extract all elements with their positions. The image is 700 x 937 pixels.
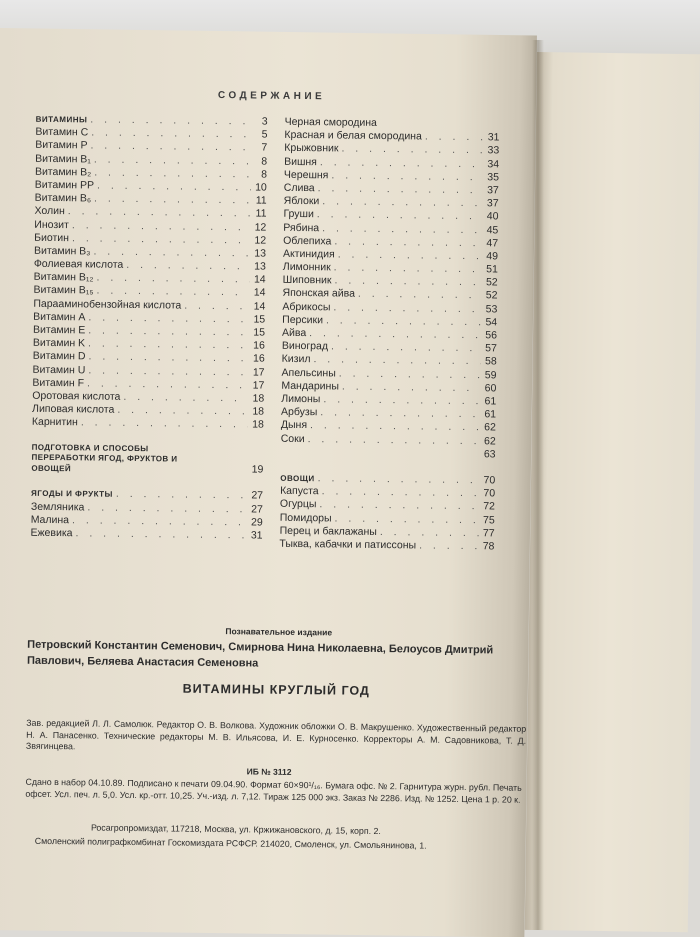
toc-entry-page: 14 — [249, 300, 265, 313]
toc-entry-label: Земляника — [31, 500, 85, 514]
toc-entry-label: Витамин E — [33, 324, 85, 338]
toc-entry-page: 11 — [250, 208, 266, 221]
toc-entry-label: Ежевика — [30, 527, 72, 541]
toc-entry-page: 31 — [483, 131, 499, 144]
toc-entry-page: 47 — [482, 237, 498, 250]
toc-entry-page: 8 — [251, 168, 267, 181]
toc-entry-page: 31 — [246, 529, 262, 542]
toc-entry-page: 16 — [249, 353, 265, 366]
toc-entry-label: Мандарины — [281, 380, 339, 394]
toc-entry-label: Лимоны — [281, 393, 320, 407]
toc-entry-label: Оротовая кислота — [32, 390, 120, 404]
toc-entry-page: 61 — [480, 408, 496, 421]
toc-entry-label: Биотин — [34, 231, 69, 245]
toc-entry-page: 10 — [251, 181, 267, 194]
toc-entry-label: Витамин U — [32, 363, 85, 377]
toc-entry-page: 13 — [250, 247, 266, 260]
toc-entry-page: 7 — [251, 142, 267, 155]
imprint-book-title: ВИТАМИНЫ КРУГЛЫЙ ГОД — [183, 682, 370, 698]
toc-entry-label: Рябина — [283, 221, 319, 235]
toc-entry-label: Слива — [284, 182, 315, 196]
toc-entry-label: Персики — [282, 314, 323, 328]
toc-entry-label: Вишня — [284, 155, 317, 169]
toc-entry-page: 52 — [482, 276, 498, 289]
toc-title: СОДЕРЖАНИЕ — [218, 90, 325, 102]
toc-entry-page: 62 — [480, 435, 496, 448]
toc-entry-page: 35 — [483, 171, 499, 184]
toc-right-column — [279, 116, 499, 554]
toc-entry-page: 57 — [481, 342, 497, 355]
toc-entry-label: Витамин B₁ — [35, 152, 91, 166]
toc-entry-label: Виноград — [282, 340, 328, 354]
imprint-genre: Познавательное издание — [225, 626, 332, 637]
toc-fruits-list — [281, 116, 500, 448]
toc-entry-page: 45 — [482, 224, 498, 237]
toc-entry-label: ЯГОДЫ И ФРУКТЫ — [31, 487, 113, 501]
toc-berries-list — [30, 487, 263, 543]
toc-entry-label: Кизил — [282, 353, 311, 367]
toc-entry-label: Витамин PP — [35, 179, 94, 193]
toc-entry-processing — [31, 442, 263, 476]
toc-entry-page: 19 — [247, 463, 263, 476]
toc-entry-page: 27 — [247, 490, 263, 503]
toc-entry-label: Витамин B₂ — [35, 166, 91, 180]
toc-entry-page: 52 — [481, 290, 497, 303]
toc-entry-page: 15 — [249, 326, 265, 339]
toc-entry-label: Дыня — [281, 419, 307, 433]
toc-entry-page: 17 — [248, 366, 264, 379]
toc-entry-page: 63 — [479, 448, 495, 461]
toc-vitamins-list — [32, 113, 268, 432]
toc-entry-label: Тыква, кабачки и патиссоны — [279, 538, 416, 553]
toc-entry-label: Витамин A — [33, 311, 85, 325]
toc-entry-page: 60 — [480, 382, 496, 395]
toc-entry-label: Холин — [34, 205, 64, 219]
toc-entry-page: 51 — [482, 263, 498, 276]
toc-entry-page: 8 — [251, 155, 267, 168]
toc-entry-label: Перец и баклажаны — [280, 525, 377, 539]
toc-entry-page: 14 — [249, 287, 265, 300]
toc-entry-label: Крыжовник — [284, 142, 338, 156]
toc-entry-label: Красная и белая смородина — [284, 129, 422, 144]
toc-entry-page: 5 — [251, 129, 267, 142]
toc-entry-page: 17 — [248, 379, 264, 392]
toc-entry-page: 12 — [250, 221, 266, 234]
toc-entry-page: 37 — [483, 184, 499, 197]
toc-entry-page: 18 — [248, 392, 264, 405]
toc-entry-label: Витамин D — [33, 350, 86, 364]
imprint-publisher: Росагропромиздат, 117218, Москва, ул. Кржижановского, д. 15, корп. 2. — [91, 821, 531, 840]
toc-entry-label: ОВОЩИ — [280, 472, 315, 486]
toc-entry-page: 40 — [482, 211, 498, 224]
toc-entry-label: Черная смородина — [285, 116, 377, 130]
toc-entry-label: Лимонник — [283, 261, 331, 275]
toc-entry-label: Апельсины — [281, 366, 335, 380]
toc-entry-label: Черешня — [284, 169, 329, 183]
toc-entry-page: 13 — [250, 260, 266, 273]
toc-left-column — [30, 113, 267, 543]
toc-entry — [281, 432, 496, 448]
toc-entry-label: Японская айва — [282, 287, 355, 301]
imprint-authors: Петровский Константин Семенович, Смирнова Нина Николаевна, Белоусов Дмитрий Павлович, Беляева Анастасия Семеновна — [27, 637, 527, 675]
toc-entry-label: Витамин B₃ — [34, 245, 91, 259]
toc-entry-page: 34 — [483, 158, 499, 171]
toc-entry-label: Огурцы — [280, 498, 317, 512]
toc-entry-page: 37 — [483, 197, 499, 210]
imprint-printer: Смоленский полиграфкомбинат Госкомиздата РСФСР. 214020, Смоленск, ул. Смольянинова, 1. — [35, 834, 475, 853]
toc-entry-page: 33 — [483, 145, 499, 158]
toc-entry-label: Груши — [283, 208, 314, 222]
toc-entry-label: Облепиха — [283, 234, 331, 248]
toc-entry-page: 27 — [247, 503, 263, 516]
toc-entry-label: Шиповник — [283, 274, 332, 288]
toc-entry — [30, 527, 262, 543]
toc-entry — [279, 538, 494, 554]
toc-entry-page: 59 — [480, 369, 496, 382]
toc-entry-label: Соки — [281, 432, 305, 445]
toc-entry-label: Инозит — [34, 218, 69, 232]
toc-entry-page: 56 — [481, 329, 497, 342]
toc-entry-label: Витамин K — [33, 337, 85, 351]
toc-entry-label: ВИТАМИНЫ — [36, 113, 88, 127]
toc-entry-page: 75 — [479, 514, 495, 527]
toc-entry-page: 70 — [479, 487, 495, 500]
toc-entry-label: Арбузы — [281, 406, 317, 420]
toc-entry-page: 54 — [481, 316, 497, 329]
imprint-staff: Зав. редакцией Л. Л. Самолюк. Редактор О. В. Волкова. Художник обложки О. В. Макрушенко. Художественный редактор Н. А. Панасенко. Технические редакторы М. В. Ильясова, И. Е. Курносенко. Корректоры А. М. Садовникова, Т. Д. Звягинцева. — [26, 718, 526, 759]
toc-entry-page: 78 — [478, 540, 494, 553]
toc-entry-label: Витамин C — [35, 126, 88, 140]
toc-entry-page: 18 — [248, 419, 264, 432]
toc-entry — [32, 416, 264, 432]
toc-entry-page: 58 — [481, 356, 497, 369]
imprint-print-details: Сдано в набор 04.10.89. Подписано к печати 09.04.90. Формат 60×90¹/₁₆. Бумага офс. № 2. Гарнитура журн. рубл. Печать офсет. Усл. печ. л. 5,0. Усл. кр.-отт. 10,25. Уч.-изд. л. 7,12. Тираж 125 000 экз. Заказ № 2286. Изд. № 1252. Цена 1 р. 20 к. — [25, 777, 525, 806]
toc-entry-page: 16 — [249, 340, 265, 353]
toc-entry-label: Фолиевая кислота — [34, 258, 124, 272]
toc-entry-page: 72 — [479, 501, 495, 514]
toc-entry-page: 18 — [248, 406, 264, 419]
toc-entry-label: Айва — [282, 327, 306, 340]
toc-entry-label: Малина — [31, 513, 70, 527]
toc-entry-page: 61 — [480, 395, 496, 408]
toc-entry-page: 29 — [247, 516, 263, 529]
toc-entry-label: Витамин B₁₅ — [33, 284, 93, 298]
toc-entry-page: 77 — [479, 527, 495, 540]
toc-entry-label: Парааминобензойная кислота — [33, 297, 181, 312]
toc-entry-label: Витамин B₆ — [35, 192, 92, 206]
toc-entry-page: 12 — [250, 234, 266, 247]
toc-entry-label: Липовая кислота — [32, 403, 114, 417]
toc-entry-label: Яблоки — [284, 195, 320, 209]
toc-entry-page: 14 — [250, 274, 266, 287]
toc-entry-page: 15 — [249, 313, 265, 326]
toc-entry-label: Карнитин — [32, 416, 78, 430]
imprint-ib-number: ИБ № 3112 — [247, 766, 292, 777]
toc-entry-page: 11 — [251, 195, 267, 208]
toc-entry-label: Витамин B₁₂ — [34, 271, 94, 285]
toc-entry-label: Помидоры — [280, 511, 332, 525]
toc-entry-label: Капуста — [280, 485, 319, 499]
toc-entry-page: 70 — [479, 474, 495, 487]
toc-entry-page: 49 — [482, 250, 498, 263]
toc-entry-label: Витамин F — [32, 377, 84, 391]
toc-entry-label: ПОДГОТОВКА И СПОСОБЫ ПЕРЕРАБОТКИ ЯГОД, ФРУКТОВ И ОВОЩЕЙ — [31, 442, 206, 476]
toc-entry-label: Актинидия — [283, 248, 335, 262]
toc-entry-page: 3 — [252, 115, 268, 128]
toc-entry-page: 62 — [480, 422, 496, 435]
toc-entry-label: Абрикосы — [282, 300, 330, 314]
toc-entry-label: Витамин P — [35, 139, 87, 153]
toc-vegetables-list — [279, 472, 495, 554]
toc-entry-page: 53 — [481, 303, 497, 316]
